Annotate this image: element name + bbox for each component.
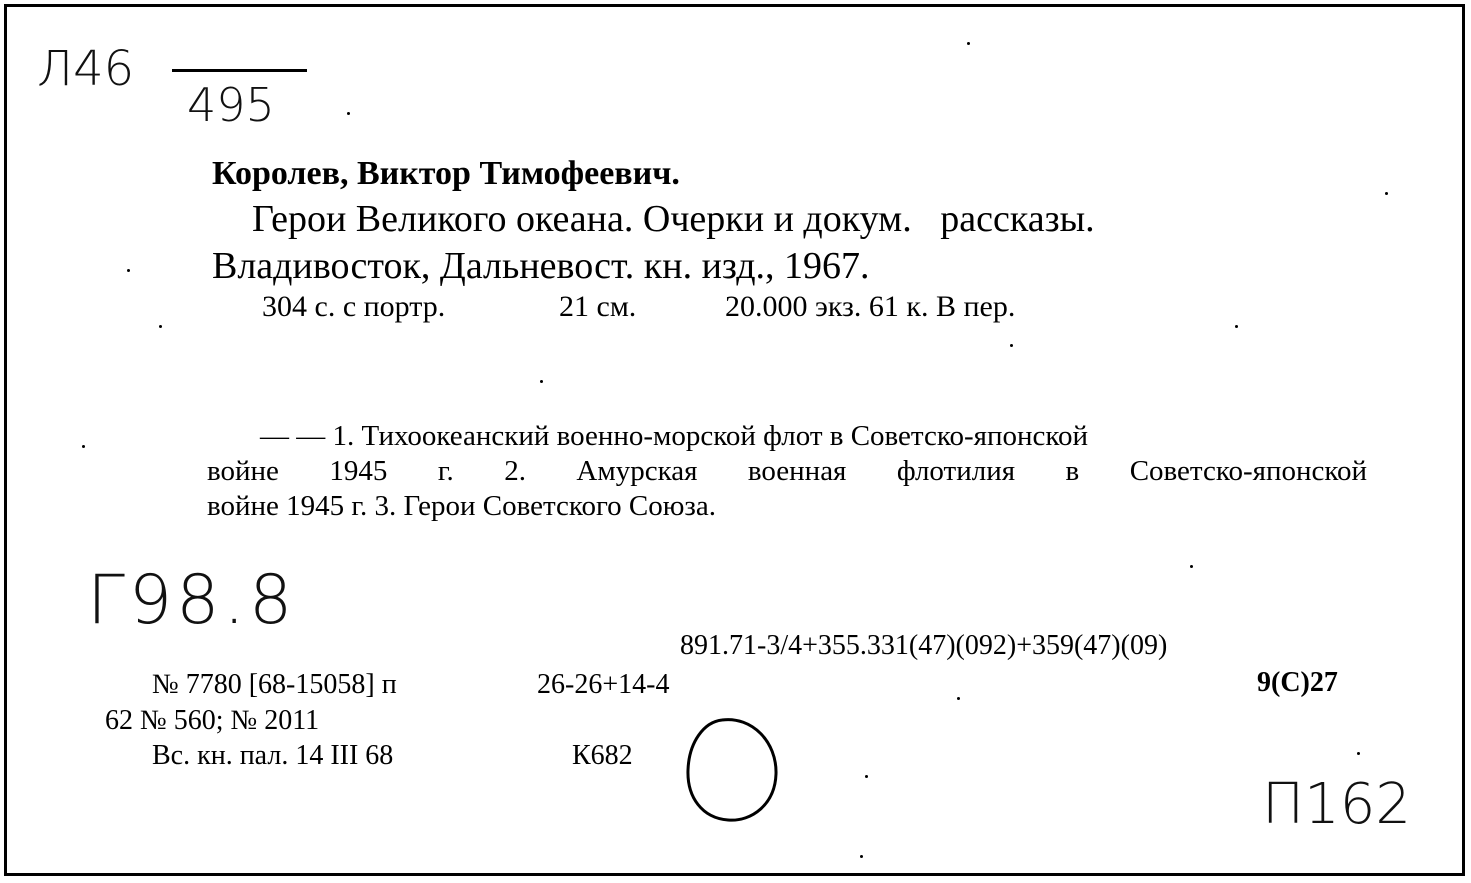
- catalog-card: [4, 4, 1465, 876]
- scan-speck: [82, 445, 85, 448]
- subject-line-2: войне 1945 г. 2. Амурская военная флотилия в Советско-японской: [207, 455, 1367, 487]
- title-line-1: Герои Великого океана. Очерки и докум. рассказы.: [252, 198, 1095, 240]
- scan-speck: [860, 855, 863, 858]
- scan-speck: [159, 325, 162, 328]
- scan-speck: [865, 775, 868, 778]
- imprint-pages: 304 с. с портр.: [262, 290, 446, 323]
- handwritten-call-number: Л46: [37, 41, 135, 97]
- index-code: 26-26+14-4: [537, 669, 670, 700]
- imprint-size: 21 см.: [559, 290, 637, 323]
- card-code: К682: [572, 740, 633, 771]
- scan-speck: [540, 380, 543, 383]
- handwritten-fraction-line: [172, 69, 307, 72]
- author-heading: Королев, Виктор Тимофеевич.: [212, 155, 680, 192]
- record-number: № 7780 [68-15058] п: [152, 669, 397, 700]
- series-line: 62 № 560; № 2011: [105, 705, 320, 736]
- subject-line-3: войне 1945 г. 3. Герои Советского Союза.: [207, 490, 716, 522]
- handwritten-circle-mark: [682, 712, 782, 827]
- title-line-2: Владивосток, Дальневост. кн. изд., 1967.: [212, 245, 870, 287]
- udc-classification: 891.71-3/4+355.331(47)(092)+359(47)(09): [680, 630, 1168, 661]
- scan-speck: [347, 112, 350, 115]
- scan-speck: [1385, 192, 1388, 195]
- scan-speck: [1190, 565, 1193, 568]
- scan-speck: [1235, 325, 1238, 328]
- handwritten-inventory-number: П162: [1262, 772, 1411, 837]
- subject-line-1: — — 1. Тихоокеанский военно-морской флот в Советско-японской: [260, 420, 1088, 452]
- handwritten-shelf-mark: Г98.8: [87, 561, 297, 640]
- scan-speck: [1010, 344, 1013, 347]
- scan-speck: [1357, 752, 1360, 755]
- scan-speck: [957, 697, 960, 700]
- handwritten-call-subnumber: 495: [187, 78, 275, 132]
- printer-line: Вс. кн. пал. 14 III 68: [152, 740, 394, 771]
- imprint-copies: 20.000 экз. 61 к. В пер.: [725, 290, 1016, 323]
- bbk-classification: 9(С)27: [1257, 667, 1338, 698]
- scan-speck: [967, 42, 970, 45]
- scan-speck: [127, 269, 130, 272]
